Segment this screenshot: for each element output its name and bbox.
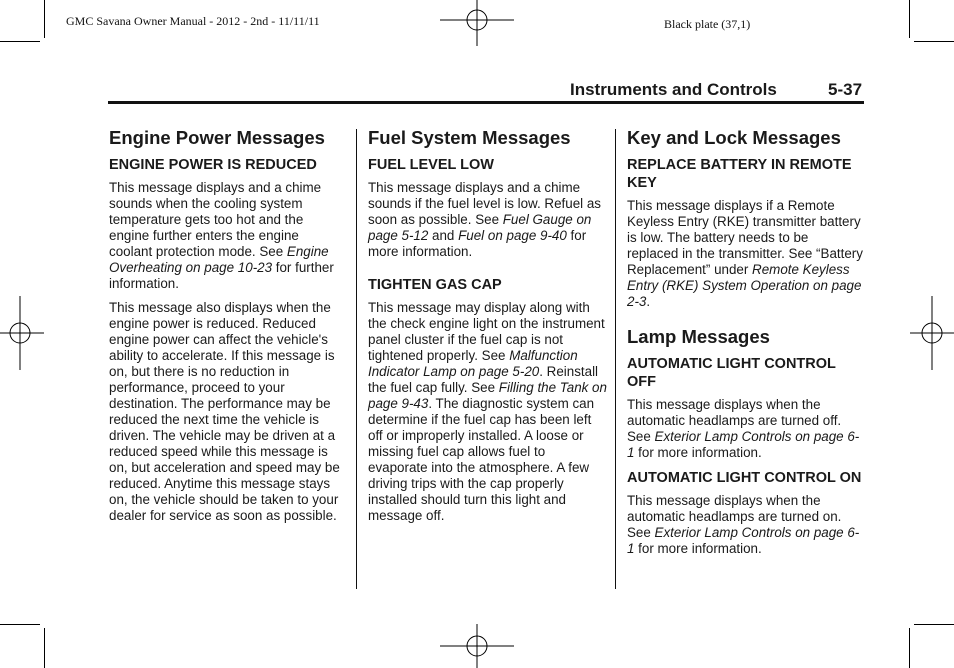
paragraph-replace-battery: This message displays if a Remote Keyless Entry (RKE) transmitter battery is low. The battery needs to be replaced in the transmitter. See “Battery Replacement” under Remote Keyless Entry (RKE) System Operation on page 2-3. [627,198,863,309]
section-title: Instruments and Controls [570,80,777,99]
link-rke-system-operation[interactable]: Remote Keyless Entry (RKE) System Operation on page 2-3 [627,262,862,309]
link-malfunction-indicator-lamp[interactable]: Malfunction Indicator Lamp on page 5-20 [368,348,578,379]
subheading-fuel-level-low: FUEL LEVEL LOW [368,157,494,173]
header-rule [108,101,864,104]
paragraph-engine-power-1: This message displays and a chime sounds when the cooling system temperature gets too hot and the engine further enters the engine coolant protection mode. See Engine Overheating on page 10-23 for further information. [109,180,334,291]
column-divider-2 [615,129,616,589]
column-divider-1 [356,129,357,589]
page-number: 5-37 [828,80,863,99]
subheading-automatic-light-on: AUTOMATIC LIGHT CONTROL ON [627,470,862,486]
heading-lamp-messages: Lamp Messages [627,326,770,347]
heading-fuel-system-messages: Fuel System Messages [368,127,571,148]
paragraph-engine-power-2: This message also displays when the engine power is reduced. Reduced engine power can affect the vehicle's ability to accelerate. If this message is on, but there is no reduction in performance, proceed to your destination. The performance may be reduced the next time the vehicle is driven. The vehicle may be driven at a reduced speed while this message is on, but acceleration and speed may be reduced. Anytime this message stays on, the vehicle should be taken to your dealer for service as soon as possible. [109,300,340,523]
subheading-engine-power-reduced: ENGINE POWER IS REDUCED [109,157,317,173]
print-slug: GMC Savana Owner Manual - 2012 - 2nd - 11/11/11 [66,14,320,28]
registration-mark-right [908,296,954,370]
heading-key-and-lock-messages: Key and Lock Messages [627,127,841,148]
crop-mark-top-right-h [914,41,954,42]
link-fuel[interactable]: Fuel on page 9-40 [458,228,567,243]
plate-label: Black plate (37,1) [664,17,751,31]
registration-mark-left [0,296,46,370]
crop-mark-top-left-v [44,0,45,38]
crop-mark-bottom-right-h [914,624,954,625]
registration-mark-bottom [440,622,514,668]
subheading-replace-battery: REPLACE BATTERY IN REMOTE KEY [627,157,852,191]
paragraph-tighten-gas-cap: This message may display along with the check engine light on the instrument panel cluster if the fuel cap is not tightened properly. See Malfunction Indicator Lamp on page 5-20. Reinstall the fuel cap fully. See Filling the Tank on page 9-43. The diagnostic system can determine if the fuel cap has been left off or improperly installed. A loose or missing fuel cap allows fuel to evaporate into the atmosphere. A few driving trips with the cap properly installed should turn this light and message off. [368,300,607,523]
crop-mark-bottom-left-v [44,628,45,668]
link-exterior-lamp-controls-2[interactable]: Exterior Lamp Controls on page 6-1 [627,525,860,556]
crop-mark-top-right-v [909,0,910,38]
column-key-lamp [627,127,863,565]
link-exterior-lamp-controls-1[interactable]: Exterior Lamp Controls on page 6-1 [627,429,860,460]
column-fuel-system [368,127,608,532]
link-engine-overheating[interactable]: Engine Overheating on page 10-23 [109,244,329,275]
crop-mark-bottom-left-h [0,624,40,625]
paragraph-automatic-light-off: This message displays when the automatic headlamps are turned off. See Exterior Lamp Controls on page 6-1 for more information. [627,397,860,460]
link-fuel-gauge[interactable]: Fuel Gauge on page 5-12 [368,212,592,243]
column-engine-power [109,127,345,532]
crop-mark-top-left-h [0,41,40,42]
paragraph-automatic-light-on: This message displays when the automatic headlamps are turned on. See Exterior Lamp Controls on page 6-1 for more information. [627,493,860,556]
crop-mark-bottom-right-v [909,628,910,668]
subheading-automatic-light-off: AUTOMATIC LIGHT CONTROL OFF [627,356,836,390]
registration-mark-top [440,0,514,48]
subheading-tighten-gas-cap: TIGHTEN GAS CAP [368,277,502,293]
paragraph-fuel-level-low: This message displays and a chime sounds if the fuel level is low. Refuel as soon as possible. See Fuel Gauge on page 5-12 and Fuel on page 9-40 for more information. [368,180,601,259]
heading-engine-power-messages: Engine Power Messages [109,127,325,148]
link-filling-the-tank[interactable]: Filling the Tank on page 9-43 [368,380,607,411]
